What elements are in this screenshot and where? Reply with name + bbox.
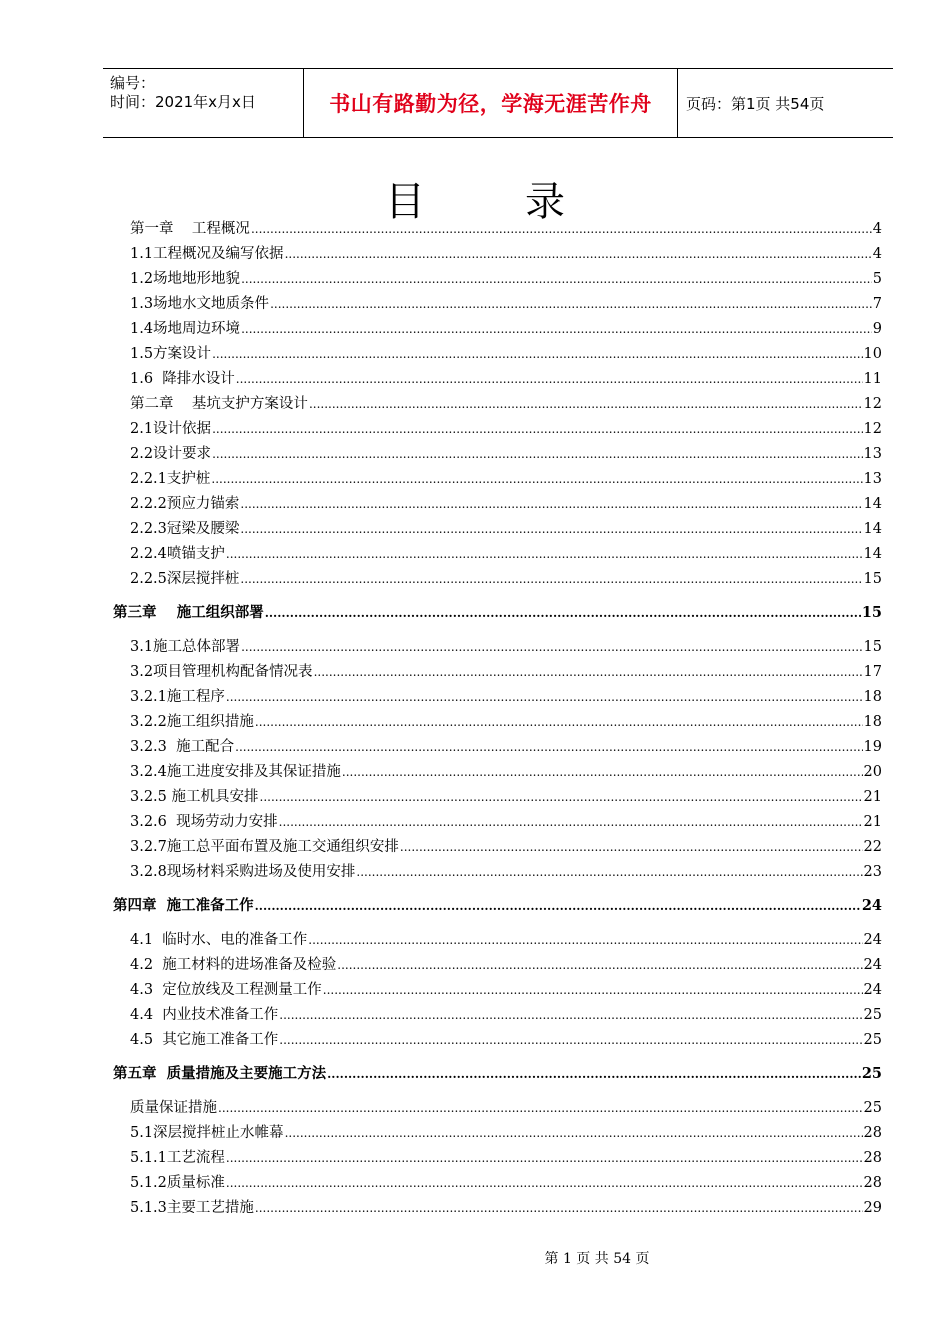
toc-entry-title: 3.2.6 现场劳动力安排 (130, 814, 278, 830)
toc-entry-title: 3.2.1施工程序 (130, 689, 225, 705)
toc-dot-leader (241, 638, 862, 656)
toc-entry-page: 12 (863, 396, 882, 412)
toc-entry-title: 3.2.3 施工配合 (130, 739, 235, 755)
toc-entry[interactable] (130, 420, 882, 438)
toc-entry-page: 25 (863, 1007, 882, 1023)
toc-entry-title: 3.2.2施工组织措施 (130, 714, 254, 730)
toc-dot-leader (226, 1149, 863, 1167)
toc-entry-title: 1.6 降排水设计 (130, 371, 235, 387)
toc-entry[interactable] (130, 838, 882, 856)
toc-dot-leader (337, 956, 862, 974)
toc-entry-page: 17 (863, 664, 882, 680)
toc-entry[interactable] (130, 738, 882, 756)
toc-entry[interactable] (130, 713, 882, 731)
toc-dot-leader (212, 345, 862, 363)
toc-entry-page: 5 (872, 271, 882, 287)
toc-entry[interactable] (130, 220, 882, 238)
toc-dot-leader (308, 931, 862, 949)
toc-chapter-entry[interactable] (113, 897, 882, 915)
toc-dot-leader (285, 245, 872, 263)
toc-dot-leader (255, 1199, 863, 1217)
toc-dot-leader (218, 1099, 863, 1117)
toc-entry-page: 15 (863, 639, 882, 655)
toc-entry-title: 1.5方案设计 (130, 346, 212, 362)
toc-dot-leader (241, 270, 872, 288)
toc-entry[interactable] (130, 931, 882, 949)
toc-entry-title: 质量保证措施 (130, 1100, 217, 1116)
toc-dot-leader (342, 763, 863, 781)
toc-entry[interactable] (130, 863, 882, 881)
toc-entry-title: 3.2.7施工总平面布置及施工交通组织安排 (130, 839, 399, 855)
toc-chapter-entry[interactable] (113, 604, 882, 622)
toc-entry-page: 15 (863, 571, 882, 587)
toc-entry-title: 3.2项目管理机构配备情况表 (130, 664, 313, 680)
toc-entry-title: 第五章 质量措施及主要施工方法 (113, 1065, 327, 1082)
toc-dot-leader (240, 520, 862, 538)
toc-dot-leader (240, 570, 862, 588)
toc-entry[interactable] (130, 1174, 882, 1192)
toc-entry[interactable] (130, 295, 882, 313)
toc-entry-title: 3.2.5 施工机具安排 (130, 789, 259, 805)
toc-entry-page: 14 (863, 521, 882, 537)
toc-entry-page: 4 (872, 221, 882, 237)
toc-entry-page: 12 (863, 421, 882, 437)
toc-entry-page: 7 (872, 296, 882, 312)
footer-page-number: 第 1 页 共 54 页 (544, 1251, 650, 1267)
toc-entry[interactable] (130, 1031, 882, 1049)
toc-entry-page: 23 (863, 864, 882, 880)
toc-entry-title: 1.4场地周边环境 (130, 321, 241, 337)
toc-entry-title: 4.4 内业技术准备工作 (130, 1007, 279, 1023)
header-motto: 书山有路勤为径，学海无涯苦作舟 (329, 92, 652, 116)
toc-entry[interactable] (130, 345, 882, 363)
toc-dot-leader (279, 1006, 862, 1024)
toc-entry-page: 21 (863, 814, 882, 830)
toc-entry[interactable] (130, 1149, 882, 1167)
toc-dot-leader (285, 1124, 863, 1142)
toc-dot-leader (265, 604, 861, 622)
toc-entry-title: 2.1设计依据 (130, 421, 212, 437)
toc-entry[interactable] (130, 495, 882, 513)
toc-dot-leader (255, 713, 863, 731)
toc-dot-leader (211, 470, 862, 488)
toc-dot-leader (235, 738, 862, 756)
toc-dot-leader (309, 395, 863, 413)
toc-entry-title: 第二章 基坑支护方案设计 (130, 396, 308, 412)
toc-entry-page: 24 (863, 982, 882, 998)
toc-entry-page: 9 (872, 321, 882, 337)
toc-dot-leader (212, 445, 862, 463)
toc-entry-title: 1.1工程概况及编写依据 (130, 246, 284, 262)
toc-entry[interactable] (130, 981, 882, 999)
toc-entry[interactable] (130, 470, 882, 488)
toc-entry-page: 24 (861, 897, 882, 914)
toc-entry-page: 18 (863, 714, 882, 730)
document-number-label: 编号： (110, 74, 156, 92)
toc-dot-leader (212, 420, 862, 438)
toc-entry[interactable] (130, 545, 882, 563)
toc-entry-title: 第四章 施工准备工作 (113, 897, 254, 914)
toc-entry[interactable] (130, 245, 882, 263)
toc-entry[interactable] (130, 1099, 882, 1117)
toc-dot-leader (279, 1031, 862, 1049)
toc-entry-title: 4.1 临时水、电的准备工作 (130, 932, 308, 948)
toc-entry-page: 19 (863, 739, 882, 755)
toc-title-char-2: 录 (525, 179, 565, 225)
toc-dot-leader (279, 813, 863, 831)
toc-entry[interactable] (130, 1006, 882, 1024)
toc-dot-leader (226, 545, 863, 563)
toc-entry[interactable] (130, 395, 882, 413)
toc-entry-title: 5.1.2质量标准 (130, 1175, 225, 1191)
toc-entry-page: 24 (863, 932, 882, 948)
toc-entry-page: 20 (863, 764, 882, 780)
toc-dot-leader (251, 220, 872, 238)
toc-entry-title: 5.1.1工艺流程 (130, 1150, 225, 1166)
toc-entry-title: 3.2.8现场材料采购进场及使用安排 (130, 864, 356, 880)
toc-entry-page: 28 (863, 1175, 882, 1191)
toc-dot-leader (327, 1065, 861, 1083)
toc-dot-leader (240, 495, 862, 513)
toc-entry-page: 29 (863, 1200, 882, 1216)
toc-entry-page: 4 (872, 246, 882, 262)
toc-dot-leader (226, 688, 863, 706)
toc-entry-page: 22 (863, 839, 882, 855)
toc-dot-leader (356, 863, 862, 881)
toc-entry-page: 14 (863, 546, 882, 562)
toc-entry[interactable] (130, 570, 882, 588)
toc-entry-page: 25 (861, 1065, 882, 1082)
toc-entry-page: 25 (863, 1100, 882, 1116)
toc-entry-page: 14 (863, 496, 882, 512)
toc-entry[interactable] (130, 320, 882, 338)
toc-entry-page: 13 (863, 471, 882, 487)
toc-entry[interactable] (130, 788, 882, 806)
toc-dot-leader (255, 897, 861, 915)
toc-entry[interactable] (130, 813, 882, 831)
toc-entry[interactable] (130, 663, 882, 681)
toc-entry-page: 21 (863, 789, 882, 805)
toc-entry-title: 2.2.5深层搅拌桩 (130, 571, 240, 587)
toc-title-char-1: 目 (385, 179, 425, 225)
toc-entry-title: 4.5 其它施工准备工作 (130, 1032, 279, 1048)
toc-dot-leader (400, 838, 863, 856)
toc-entry[interactable] (130, 270, 882, 288)
toc-entry[interactable] (130, 1199, 882, 1217)
toc-entry-title: 2.2.1支护桩 (130, 471, 211, 487)
toc-entry-page: 15 (861, 604, 882, 621)
toc-entry-title: 2.2设计要求 (130, 446, 212, 462)
toc-entry-title: 第一章 工程概况 (130, 221, 250, 237)
toc-entry-title: 3.2.4施工进度安排及其保证措施 (130, 764, 341, 780)
toc-entry[interactable] (130, 638, 882, 656)
toc-entry-page: 13 (863, 446, 882, 462)
toc-dot-leader (226, 1174, 863, 1192)
toc-entry-page: 28 (863, 1125, 882, 1141)
toc-entry[interactable] (130, 763, 882, 781)
toc-entry-page: 25 (863, 1032, 882, 1048)
toc-entry[interactable] (130, 370, 882, 388)
toc-entry-title: 第三章 施工组织部署 (113, 604, 264, 621)
toc-dot-leader (314, 663, 863, 681)
toc-entry-title: 5.1.3主要工艺措施 (130, 1200, 254, 1216)
toc-entry-title: 1.2场地地形地貌 (130, 271, 241, 287)
toc-dot-leader (270, 295, 872, 313)
toc-entry-title: 3.1施工总体部署 (130, 639, 241, 655)
toc-dot-leader (241, 320, 872, 338)
toc-entry-title: 2.2.4喷锚支护 (130, 546, 225, 562)
toc-entry[interactable] (130, 520, 882, 538)
toc-entry-page: 28 (863, 1150, 882, 1166)
toc-entry[interactable] (130, 956, 882, 974)
toc-chapter-entry[interactable] (113, 1065, 882, 1083)
toc-entry-title: 5.1深层搅拌桩止水帷幕 (130, 1125, 284, 1141)
toc-dot-leader (236, 370, 863, 388)
toc-entry-title: 4.2 施工材料的进场准备及检验 (130, 957, 337, 973)
toc-entry-title: 2.2.2预应力锚索 (130, 496, 240, 512)
toc-dot-leader (260, 788, 863, 806)
toc-entry[interactable] (130, 445, 882, 463)
header-page-info: 页码：第1页 共54页 (686, 94, 825, 113)
page-footer (0, 1248, 950, 1268)
document-date: 时间：2021年x月x日 (110, 93, 256, 111)
toc-entry[interactable] (130, 688, 882, 706)
toc-entry-page: 24 (863, 957, 882, 973)
toc-entry-page: 10 (863, 346, 882, 362)
toc-entry-title: 2.2.3冠梁及腰梁 (130, 521, 240, 537)
toc-entry-title: 4.3 定位放线及工程测量工作 (130, 982, 322, 998)
toc-entry-page: 18 (863, 689, 882, 705)
toc-dot-leader (323, 981, 863, 999)
toc-entry-page: 11 (863, 371, 882, 387)
toc-entry[interactable] (130, 1124, 882, 1142)
toc-entry-title: 1.3场地水文地质条件 (130, 296, 270, 312)
